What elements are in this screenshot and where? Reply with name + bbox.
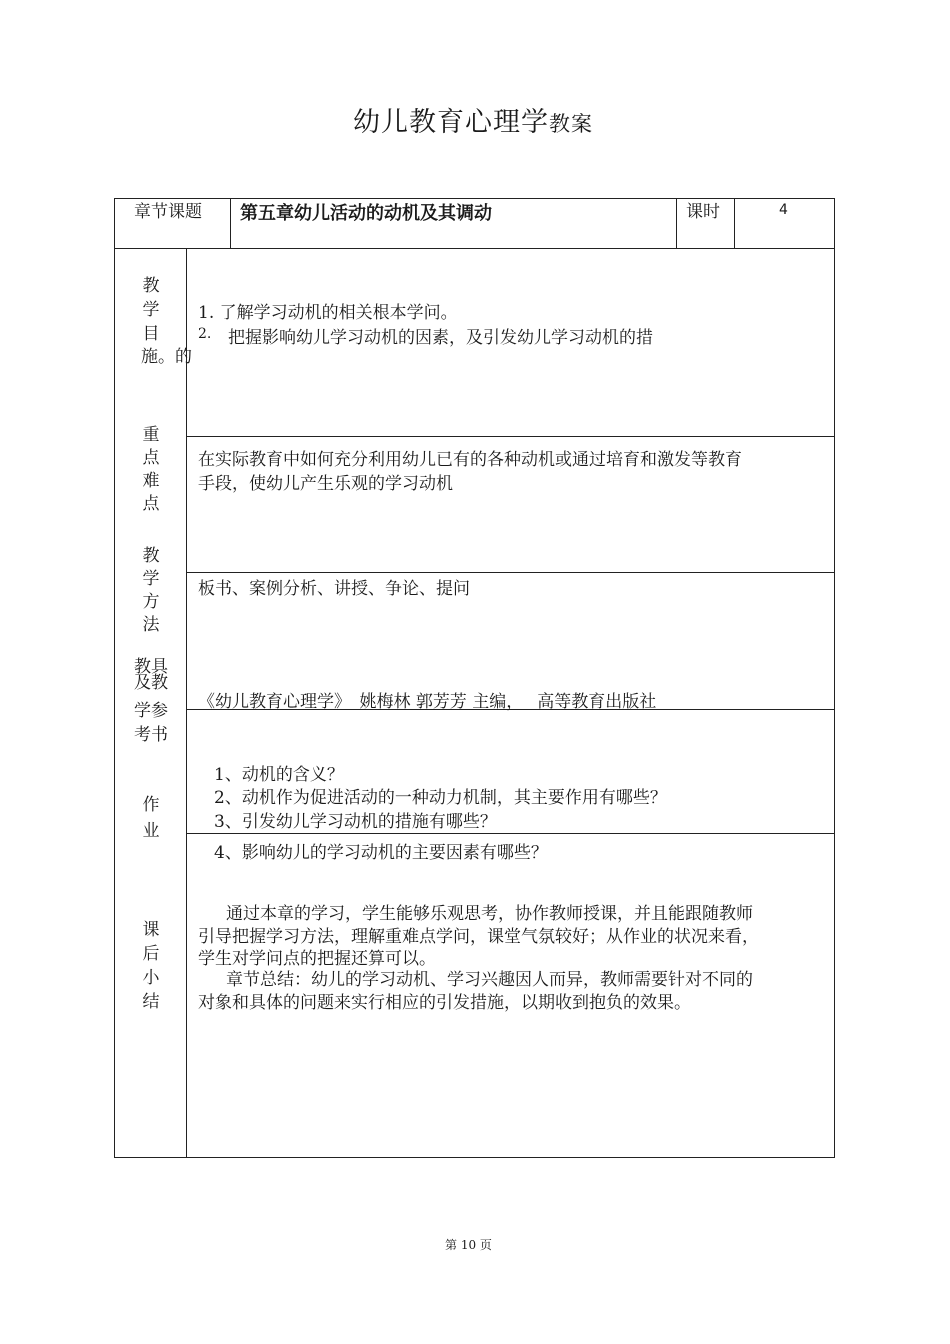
row-divider — [186, 436, 835, 437]
summary-para2-line2: 对象和具体的问题来实行相应的引发措施，以期收到抱负的效果。 — [198, 993, 691, 1013]
hours-label: 课时 — [686, 202, 720, 222]
table-border-right — [834, 198, 835, 1157]
objectives-label: 教学目 — [142, 276, 160, 344]
page-number: 第 10 页 — [445, 1238, 492, 1252]
references-text: 《幼儿教育心理学》 姚梅林 郭芳芳 主编， 高等教育出版社 — [198, 692, 657, 712]
col-divider — [676, 198, 677, 248]
methods-text: 板书、案例分析、讲授、争论、提问 — [198, 579, 470, 599]
table-border-bottom — [114, 1157, 835, 1158]
summary-para1-line2: 引导把握学习方法，理解重难点学问，课堂气氛较好；从作业的状况来看， — [198, 927, 759, 947]
title-sub: 教案 — [549, 112, 593, 136]
chapter-title: 第五章幼儿活动的动机及其调动 — [240, 203, 492, 224]
objective-item-1: 1. 了解学习动机的相关根本学问。 — [198, 303, 458, 323]
label-column-divider — [186, 248, 187, 1157]
homework-item: 3、引发幼儿学习动机的措施有哪些？ — [214, 812, 497, 832]
row-divider — [186, 833, 835, 834]
summary-label: 课后小结 — [142, 920, 160, 1012]
objective-item-2-number: 2. — [198, 326, 212, 342]
key-points-line-1: 在实际教育中如何充分利用幼儿已有的各种动机或通过培育和激发等教育 — [198, 450, 742, 470]
table-border-left — [114, 198, 115, 1157]
references-label-2: 及教 — [134, 673, 168, 693]
methods-label: 教学方法 — [142, 546, 160, 635]
homework-label: 作业 — [142, 795, 160, 841]
summary-para1-line1: 通过本章的学习，学生能够乐观思考，协作教师授课，并且能跟随教师 — [226, 904, 753, 924]
homework-item: 2、动机作为促进活动的一种动力机制，其主要作用有哪些？ — [214, 788, 667, 808]
document-title — [353, 100, 593, 139]
references-label-3: 学参 — [134, 701, 168, 721]
summary-para2-line1: 章节总结：幼儿的学习动机、学习兴趣因人而异，教师需要针对不同的 — [226, 970, 753, 990]
homework-item: 1、动机的含义？ — [214, 765, 344, 785]
col-divider — [230, 198, 231, 248]
row-divider — [186, 572, 835, 573]
objective-item-2: 把握影响幼儿学习动机的因素，及引发幼儿学习动机的措 — [228, 328, 653, 348]
references-label-1: 教具 — [134, 657, 168, 677]
col-divider — [734, 198, 735, 248]
key-points-label: 重点难点 — [142, 425, 160, 514]
chapter-label: 章节课题 — [134, 202, 202, 222]
row-divider — [114, 248, 835, 249]
title-main: 幼儿教育心理学 — [353, 107, 549, 138]
objectives-label-overlap: 施。的 — [141, 347, 192, 367]
homework-item: 4、影响幼儿的学习动机的主要因素有哪些？ — [214, 843, 548, 863]
references-label-4: 考书 — [134, 725, 168, 745]
summary-para1-line3: 学生对学问点的把握还算可以。 — [198, 949, 436, 969]
key-points-line-2: 手段，使幼儿产生乐观的学习动机 — [198, 474, 453, 494]
hours-value: 4 — [779, 202, 788, 218]
